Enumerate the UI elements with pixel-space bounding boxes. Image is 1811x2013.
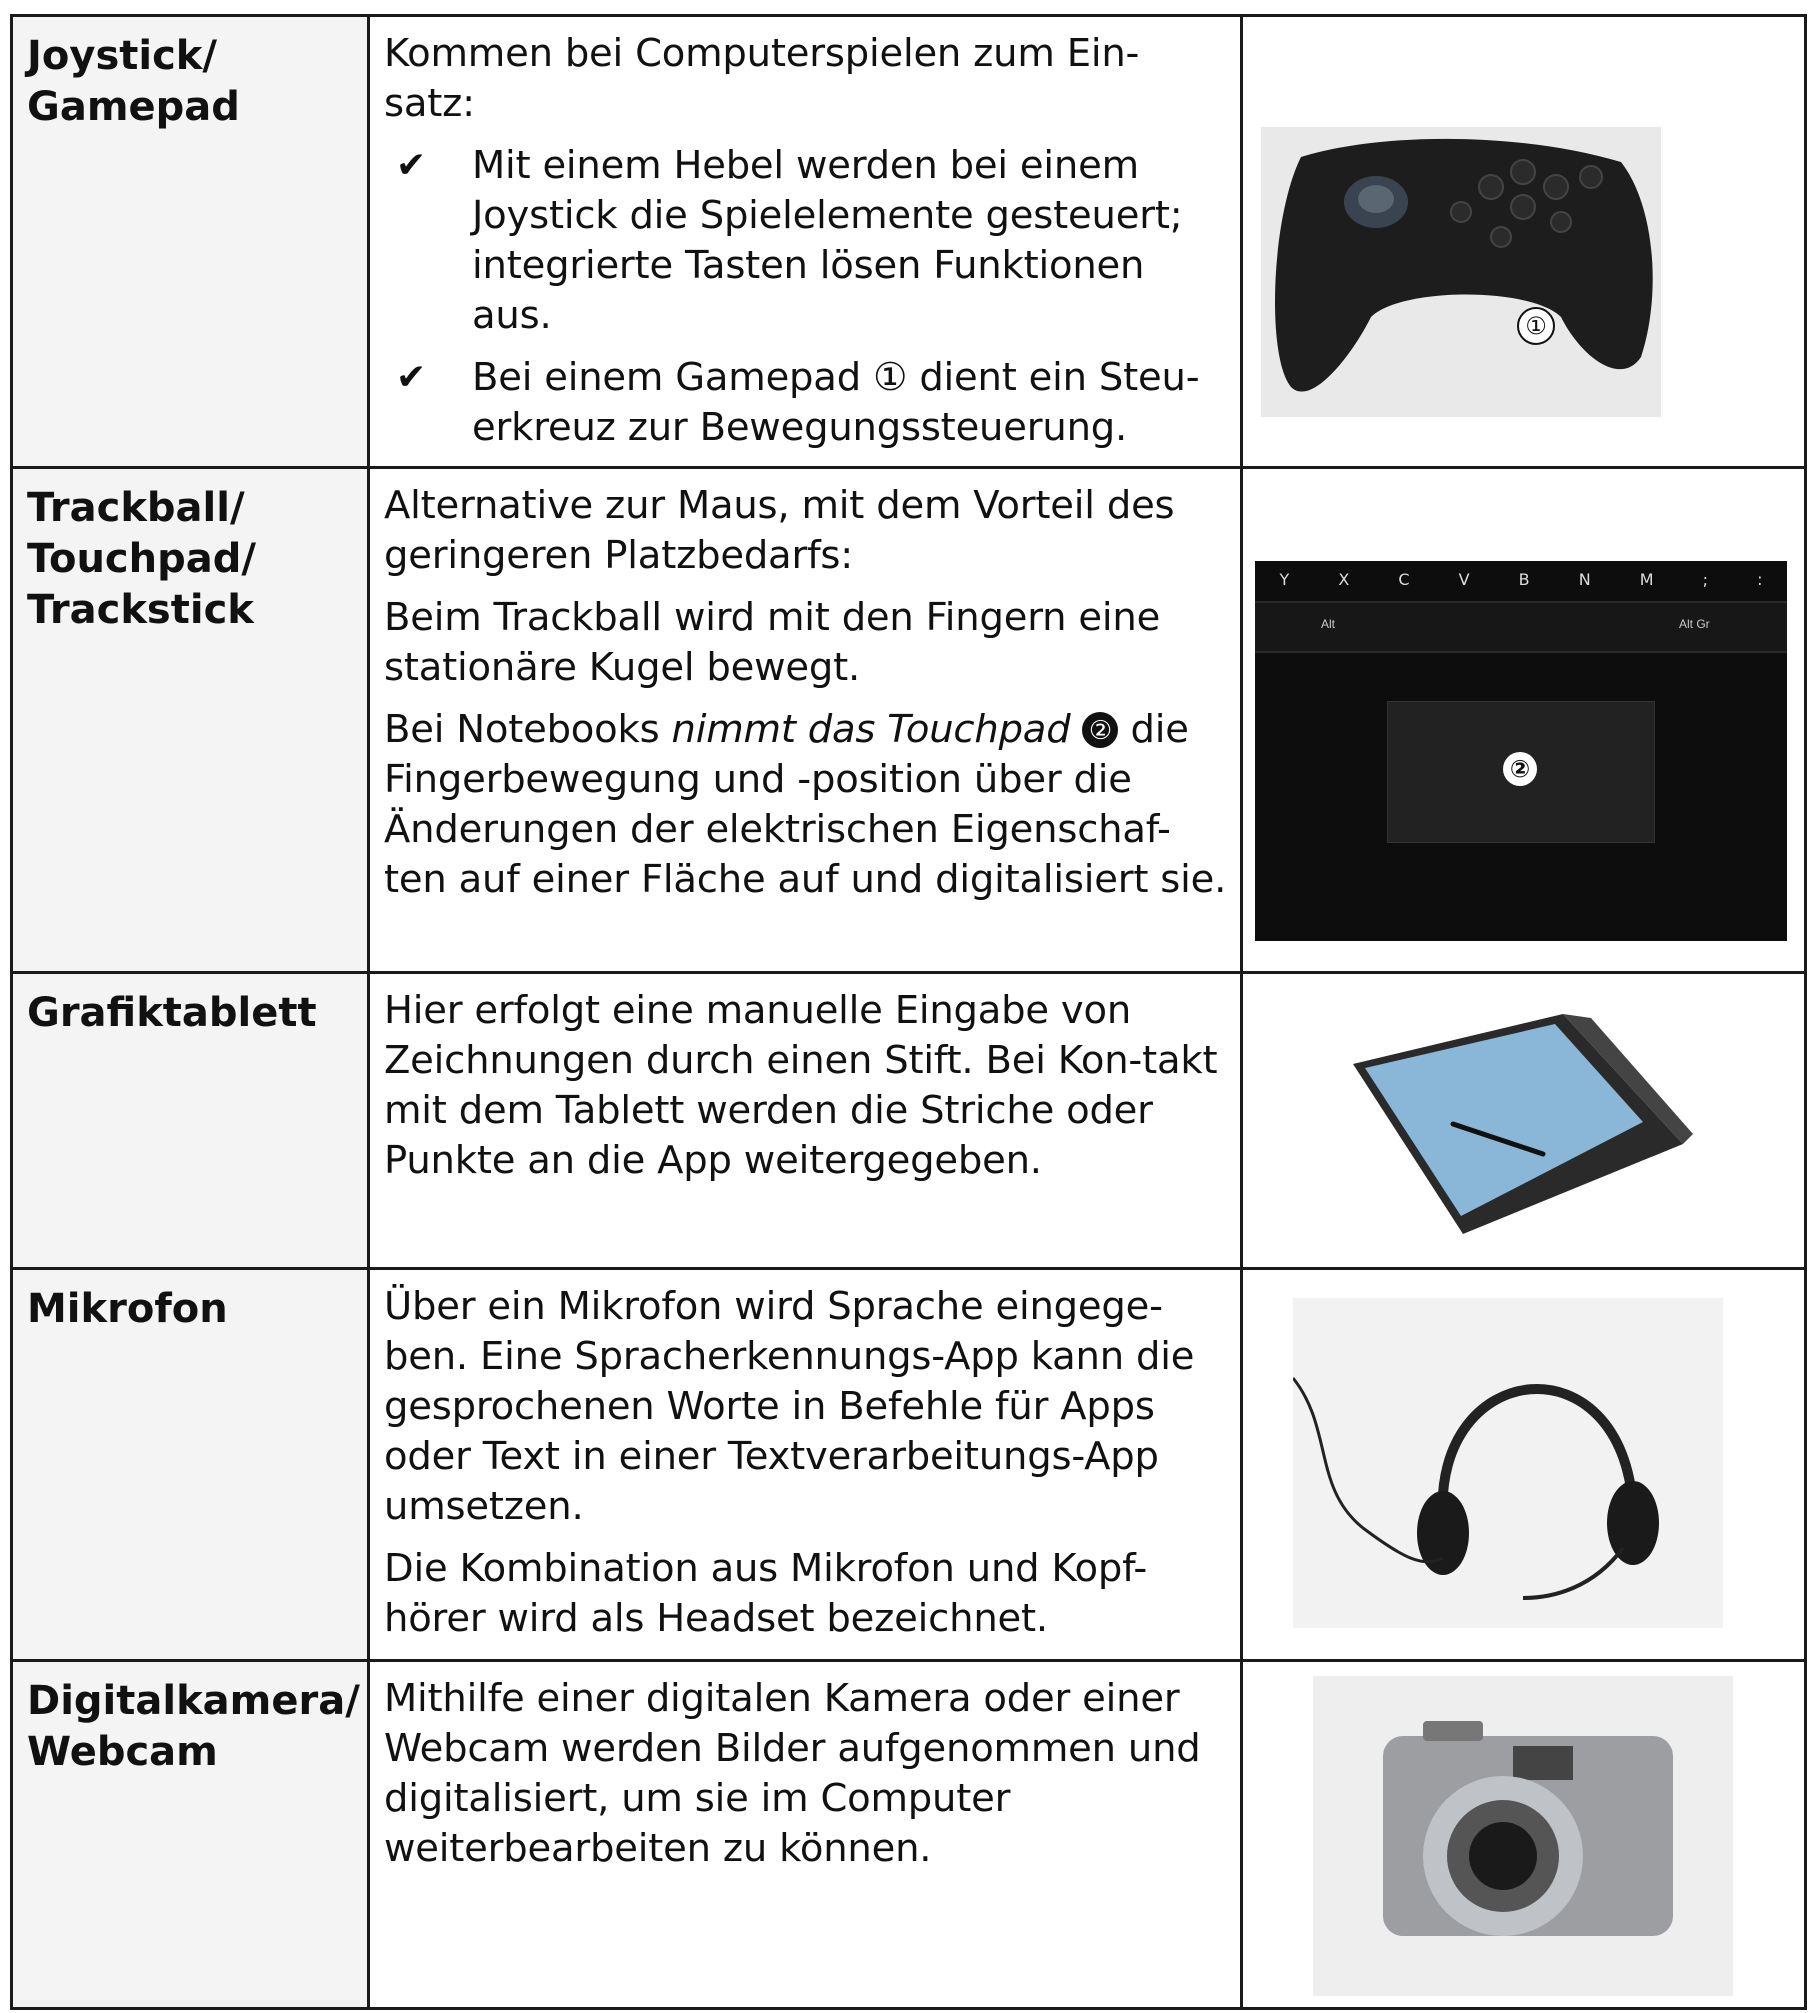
checkmark-icon: ✔ [396, 357, 426, 398]
table-row [12, 16, 1806, 468]
camera-icon [1313, 1676, 1733, 1996]
bullet-item: ✔ Bei einem Gamepad ① dient ein Steu-erkreuz zur Bewegungssteuerung. [396, 355, 1200, 450]
table-row [12, 1661, 1806, 2009]
description-paragraph: Mithilfe einer digitalen Kamera oder einer Webcam werden Bilder aufgenommen und digitalisiert, um sie im Computer weiterbearbeiten zu können. [384, 1676, 1201, 1871]
device-name: Digitalkamera/ Webcam [27, 1678, 360, 1775]
description-paragraph: Über ein Mikrofon wird Sprache eingege-ben. Eine Spracherkennungs-App kann die gesprochenen Worte in Befehle für Apps oder Text in einer Textverarbeitungs-App umsetzen. [384, 1284, 1195, 1529]
device-name: Trackball/ Touchpad/ Trackstick [27, 485, 256, 633]
notebook-touchpad-photo: Y X C V B N M ; : Alt Alt Gr ② [1255, 561, 1787, 941]
graphics-tablet-photo [1343, 994, 1703, 1244]
bullet-list [384, 141, 1228, 453]
tablet-icon [1343, 994, 1703, 1244]
bullet-item: ✔ Mit einem Hebel werden bei einem Joystick die Spielelemente gesteuert; integrierte Tasten lösen Funktionen aus. [396, 143, 1183, 338]
callout-marker: ② [1503, 752, 1537, 786]
device-description [370, 1270, 1240, 1644]
gamepad-icon [1261, 127, 1661, 417]
checkmark-icon: ✔ [396, 145, 426, 186]
device-description [370, 469, 1240, 905]
device-name: Mikrofon [27, 1286, 228, 1332]
table-row [12, 973, 1806, 1269]
description-paragraph: Hier erfolgt eine manuelle Eingabe von Zeichnungen durch einen Stift. Bei Kon-takt mit dem Tablett werden die Striche oder Punkte an die App weitergegeben. [384, 988, 1218, 1183]
device-description [370, 17, 1240, 453]
input-devices-table [10, 14, 1807, 2010]
device-description [370, 1662, 1240, 1874]
reference-marker: ② [1082, 712, 1118, 748]
device-name: Grafiktablett [27, 990, 317, 1036]
headset-icon [1293, 1298, 1723, 1628]
description-paragraph: Die Kombination aus Mikrofon und Kopf-hörer wird als Headset bezeichnet. [384, 1546, 1148, 1641]
callout-marker: ① [1517, 307, 1555, 345]
description-paragraph: Beim Trackball wird mit den Fingern eine stationäre Kugel bewegt. [384, 595, 1161, 690]
description-intro: Kommen bei Computerspielen zum Ein- satz: [384, 31, 1140, 126]
device-description [370, 974, 1240, 1186]
table-row [12, 1269, 1806, 1661]
table-row [12, 468, 1806, 973]
gamepad-photo [1261, 127, 1661, 417]
device-name: Joystick/ Gamepad [27, 33, 240, 130]
headset-photo [1293, 1298, 1723, 1628]
description-paragraph: Bei Notebooks nimmt das Touchpad ② die Fingerbewegung und -position über die Änderungen der elektrischen Eigenschaf-ten auf einer Fläche auf und digitalisiert sie. [384, 707, 1227, 902]
digital-camera-photo [1313, 1676, 1733, 1996]
description-paragraph: Alternative zur Maus, mit dem Vorteil des geringeren Platzbedarfs: [384, 483, 1175, 578]
